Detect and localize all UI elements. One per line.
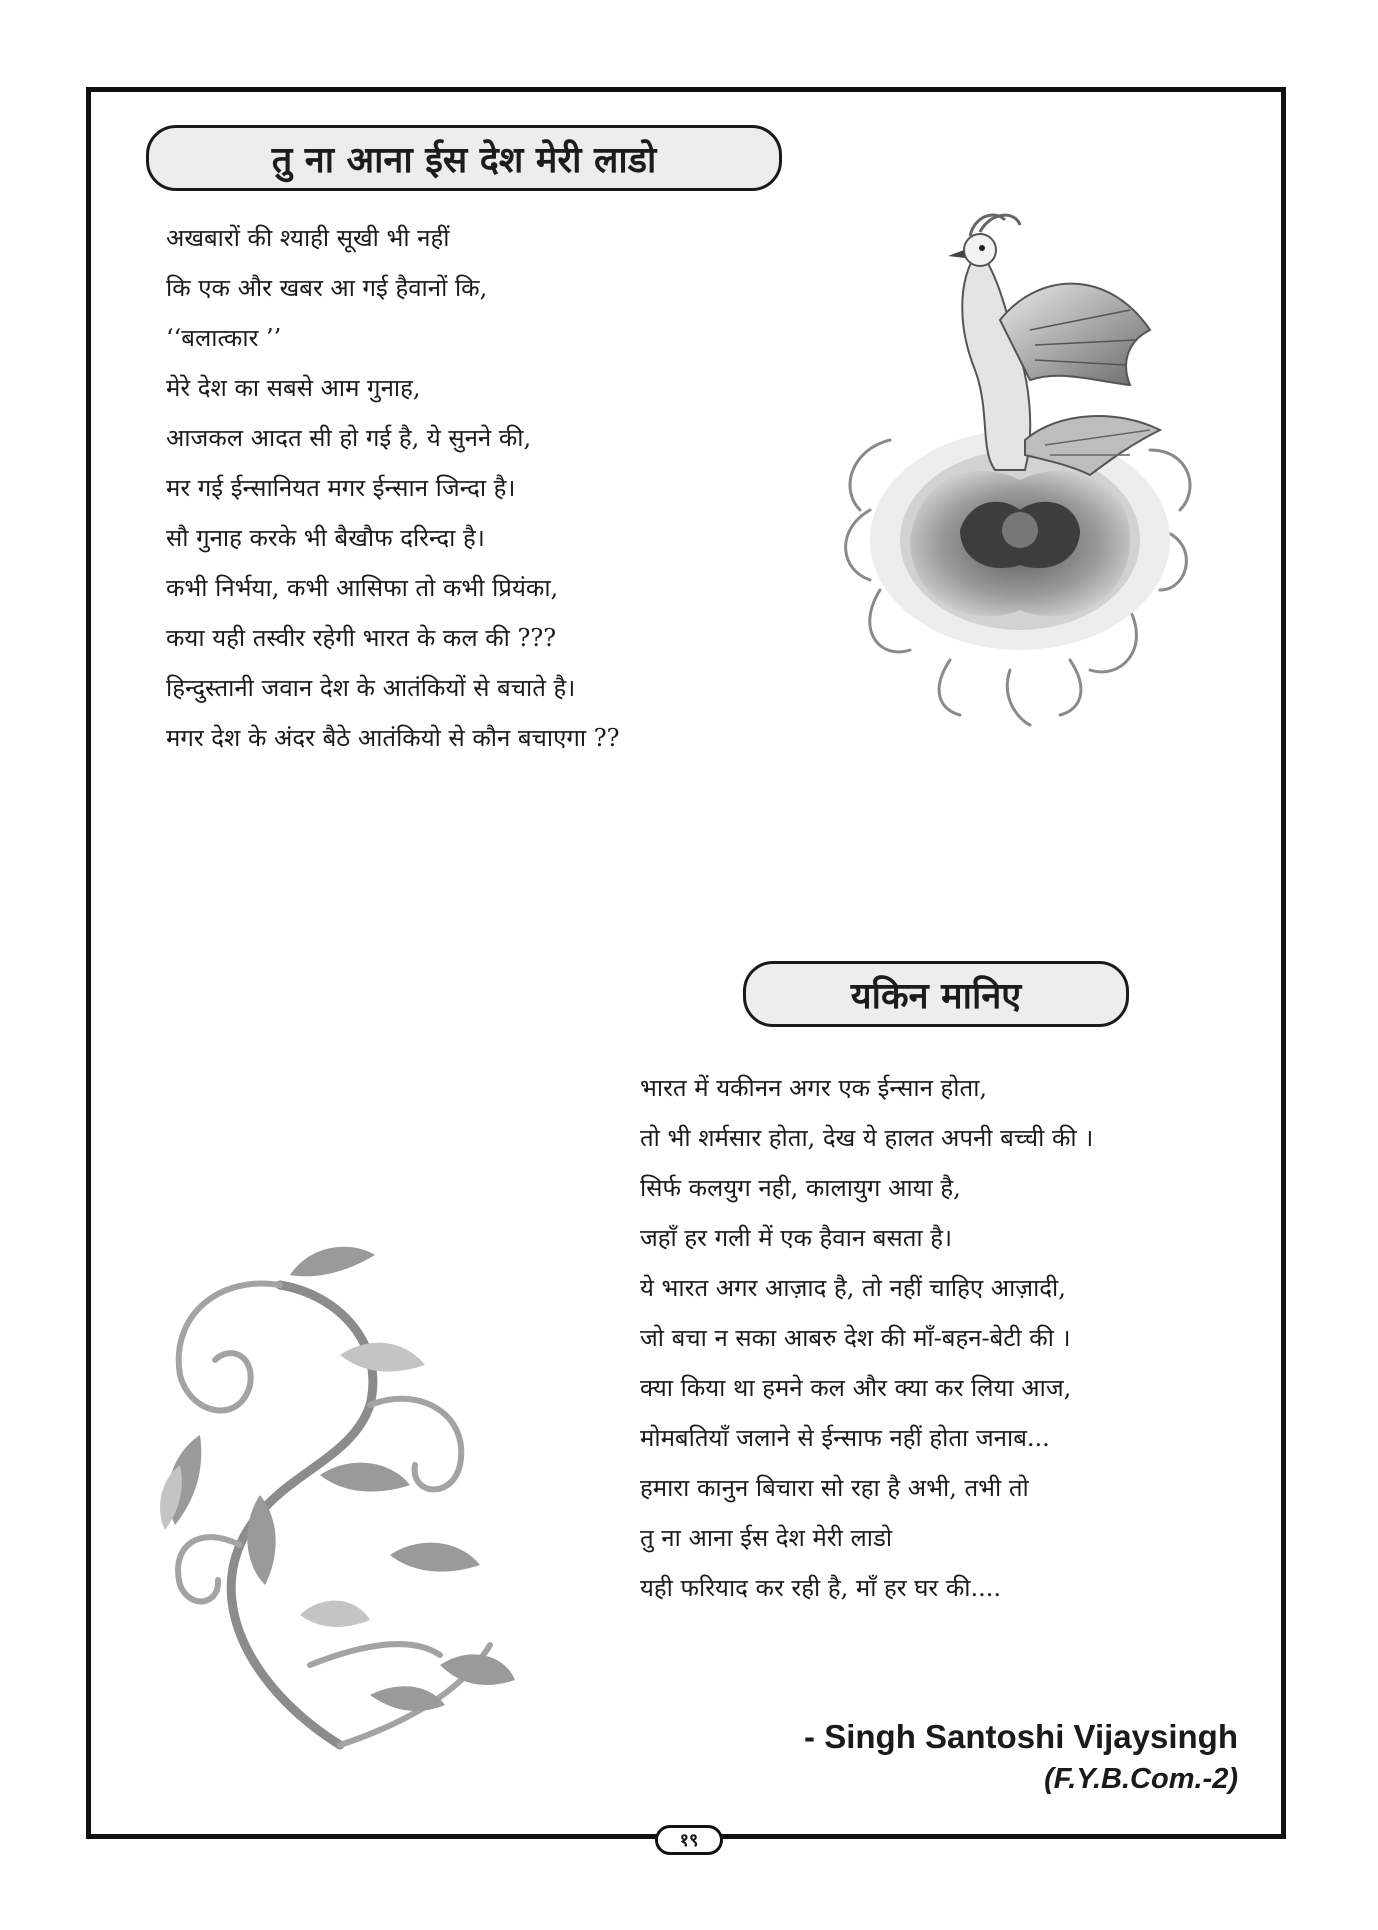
poem-line: हमारा कानुन बिचारा सो रहा है अभी, तभी तो [640, 1474, 1029, 1502]
poem2-title: यकिन मानिए [743, 961, 1129, 1027]
poem-line: हिन्दुस्तानी जवान देश के आतंकियों से बचाते है। [166, 674, 576, 702]
poem-line: सौ गुनाह करके भी बैखौफ दरिन्दा है। [166, 524, 485, 552]
author-class: (F.Y.B.Com.-2) [1044, 1763, 1238, 1795]
bird-flower-illustration [830, 210, 1210, 730]
poem-line: अखबारों की श्याही सूखी भी नहीं [166, 224, 450, 252]
poem-line: भारत में यकीनन अगर एक ईन्सान होता, [640, 1074, 988, 1102]
poem-line: तो भी शर्मसार होता, देख ये हालत अपनी बच्ची की । [640, 1124, 1094, 1152]
poem-line: ये भारत अगर आज़ाद है, तो नहीं चाहिए आज़ादी, [640, 1274, 1066, 1302]
poem1-body [166, 213, 619, 763]
poem1-title: तु ना आना ईस देश मेरी लाडो [146, 125, 782, 191]
poem-line: सिर्फ कलयुग नही, कालायुग आया है, [640, 1174, 961, 1202]
poem-line: कभी निर्भया, कभी आसिफा तो कभी प्रियंका, [166, 574, 559, 602]
poem-line: यही फरियाद कर रही है, माँ हर घर की.... [640, 1574, 1002, 1602]
poem-line: आजकल आदत सी हो गई है, ये सुनने की, [166, 424, 532, 452]
poem-line: क्या किया था हमने कल और क्या कर लिया आज, [640, 1374, 1072, 1402]
page-number: १९ [655, 1825, 723, 1855]
poem-line: मोमबतियाँ जलाने से ईन्साफ नहीं होता जनाब... [640, 1424, 1050, 1452]
poem2-body [640, 1063, 1093, 1613]
poem-line: मर गई ईन्सानियत मगर ईन्सान जिन्दा है। [166, 474, 516, 502]
poem-line: कि एक और खबर आ गई हैवानों कि, [166, 274, 488, 302]
author-name: - Singh Santoshi Vijaysingh [804, 1718, 1238, 1755]
poem-line: जो बचा न सका आबरु देश की माँ-बहन-बेटी की । [640, 1324, 1071, 1352]
floral-vine-ornament [140, 1225, 520, 1765]
poem-line: कया यही तस्वीर रहेगी भारत के कल की ??? [166, 624, 557, 652]
poem-line: मगर देश के अंदर बैठे आतंकियो से कौन बचाएगा ?? [166, 724, 620, 752]
poem-line: मेरे देश का सबसे आम गुनाह, [166, 374, 421, 402]
poem-line: जहाँ हर गली में एक हैवान बसता है। [640, 1224, 953, 1252]
poem-line: तु ना आना ईस देश मेरी लाडो [640, 1524, 893, 1552]
poem-line: ‘‘बलात्कार ’’ [166, 324, 282, 352]
author-credit [804, 1715, 1238, 1799]
